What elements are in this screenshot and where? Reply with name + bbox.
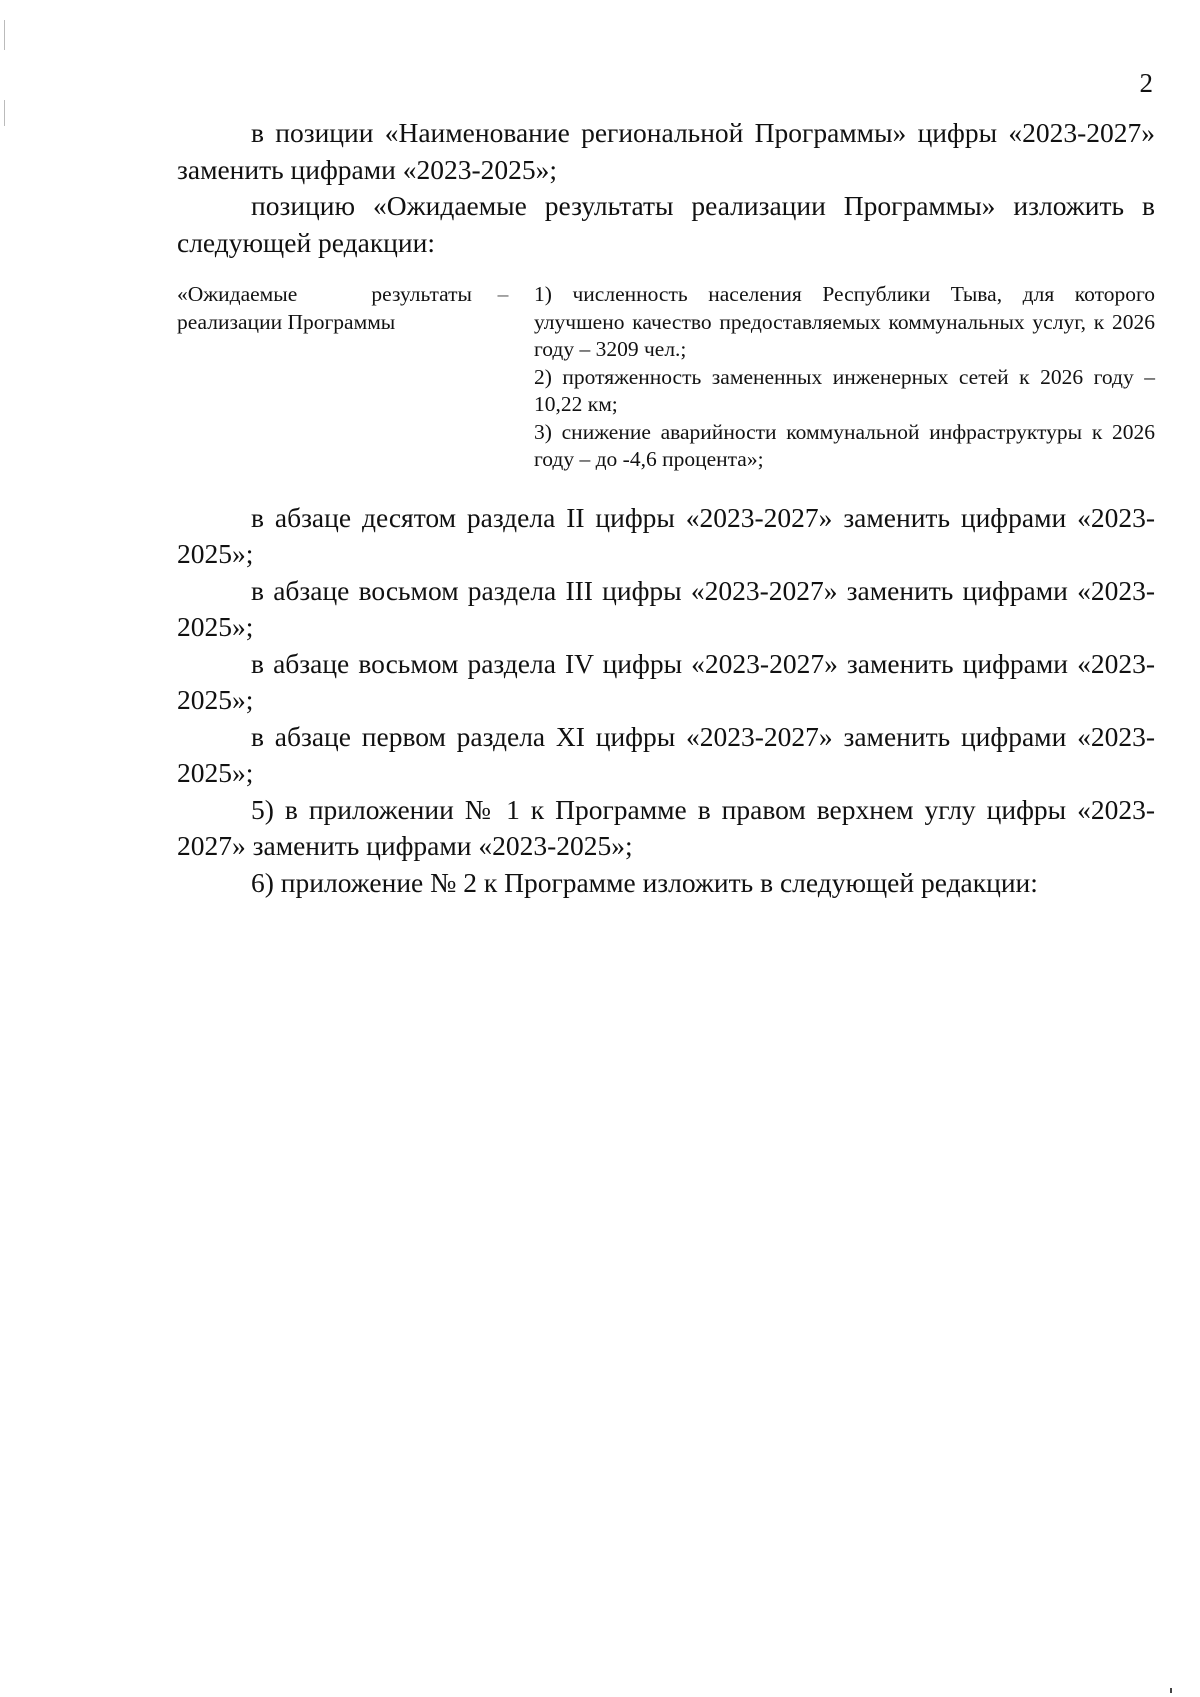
passport-label-word: «Ожидаемые — [177, 282, 298, 306]
passport-label-word: результаты — [371, 282, 472, 306]
amendment-paragraph: 5) в приложении № 1 к Программе в правом верхнем углу цифры «2023-2027» заменить цифрами «2023-2025»; — [177, 793, 1155, 861]
passport-label-line — [177, 281, 472, 309]
passport-row-value — [534, 281, 1155, 474]
scan-corner-mark — [1170, 1688, 1172, 1693]
document-body — [177, 115, 1155, 901]
amendment-paragraph: в позиции «Наименование региональной Программы» цифры «2023-2027» заменить цифрами «2023-2025»; — [177, 117, 1155, 185]
passport-label-line: реализации Программы — [177, 309, 396, 334]
passport-row-dash: – — [497, 282, 509, 306]
expected-result-item: 3) снижение аварийности коммунальной инфраструктуры к 2026 году – до -4,6 процента»; — [534, 419, 1155, 471]
amendment-paragraph: позицию «Ожидаемые результаты реализации Программы» изложить в следующей редакции: — [177, 190, 1155, 258]
passport-table-row — [177, 281, 1155, 474]
amendment-paragraph: 6) приложение № 2 к Программе изложить в следующей редакции: — [251, 866, 1038, 898]
scan-margin-mark — [4, 20, 5, 50]
scan-margin-mark — [4, 100, 5, 126]
amendment-paragraph: в абзаце десятом раздела II цифры «2023-2027» заменить цифрами «2023-2025»; — [177, 501, 1155, 569]
page-number: 2 — [1139, 68, 1153, 98]
expected-result-item: 1) численность населения Республики Тыва, для которого улучшено качество предоставляемых коммунальных услуг, к 2026 году – 3209 чел.; — [534, 282, 1155, 361]
expected-result-item: 2) протяженность замененных инженерных сетей к 2026 году – 10,22 км; — [534, 364, 1155, 416]
amendment-paragraph: в абзаце восьмом раздела III цифры «2023-2027» заменить цифрами «2023-2025»; — [177, 574, 1155, 642]
passport-row-label — [177, 281, 472, 474]
amendment-paragraph: в абзаце восьмом раздела IV цифры «2023-2027» заменить цифрами «2023-2025»; — [177, 647, 1155, 715]
amendment-paragraph: в абзаце первом раздела XI цифры «2023-2027» заменить цифрами «2023-2025»; — [177, 720, 1155, 788]
